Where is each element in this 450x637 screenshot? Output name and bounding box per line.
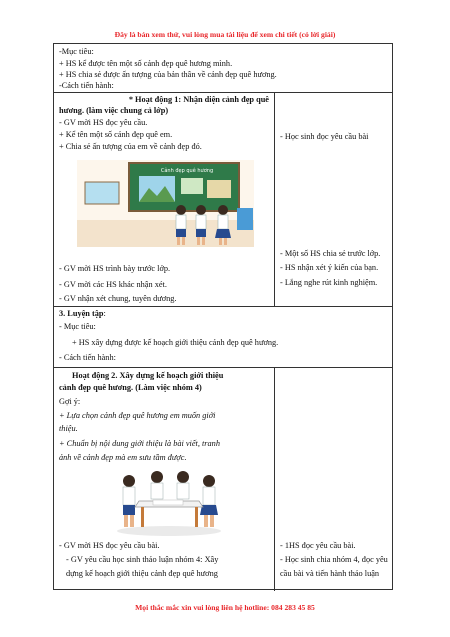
teacher-step-cont: dựng kế hoạch giới thiệu cảnh đẹp quê hương (66, 569, 218, 578)
student-step: - Học sinh đọc yêu cầu bài (280, 132, 369, 141)
student-step-cont: cầu bài và tiến hành thảo luận (280, 569, 380, 578)
student-step: - Học sinh chia nhóm 4, đọc yêu (280, 555, 388, 564)
column-divider (274, 92, 275, 306)
lesson-table (53, 43, 393, 590)
goal-line: + HS kể được tên một số cảnh đẹp quê hương mình. (59, 59, 233, 68)
student-step: - Lắng nghe rút kinh nghiệm. (280, 278, 378, 287)
section3-title: 3. Luyện tập: (59, 309, 106, 318)
activity1-title: * Hoạt động 1: Nhận diện cảnh đẹp quê (128, 95, 269, 104)
goi-y-label: Gợi ý: (59, 397, 81, 406)
row-divider (54, 92, 392, 93)
hint-line: thiệu. (59, 424, 78, 433)
student-step: - Một số HS chia sẻ trước lớp. (280, 249, 381, 258)
teacher-step: + Chia sẻ ấn tượng của em về cảnh đẹp đó. (59, 142, 202, 151)
hint-line: ảnh về cảnh đẹp mà em sưu tầm được. (59, 453, 187, 462)
bottom-banner: Mọi thắc mắc xin vui lòng liên hệ hotline: 084 283 45 85 (135, 603, 315, 612)
muc-tieu-label: -Mục tiêu: (59, 47, 94, 56)
classroom-scene (77, 160, 254, 247)
activity2-title: Hoạt động 2. Xây dựng kế hoạch giới thiệu (72, 371, 224, 380)
cach-tien-hanh-label: -Cách tiến hành: (59, 81, 114, 90)
goal-line: + HS chia sẻ được ấn tượng của bản thân về cảnh đẹp quê hương. (59, 70, 277, 79)
column-divider (274, 367, 275, 591)
teacher-step: - GV mời HS trình bày trước lớp. (59, 264, 171, 273)
teacher-step: - GV yêu cầu học sinh thảo luận nhóm 4: Xây (66, 555, 219, 564)
teacher-step: - GV mời HS đọc yêu cầu bài. (59, 541, 160, 550)
board-text: Cảnh đẹp quê hương (160, 168, 214, 174)
top-banner: Đây là bản xem thử, vui lòng mua tài liệu để xem chi tiết (có lời giải) (114, 30, 336, 39)
teacher-step: - GV nhận xét chung, tuyên dương. (59, 294, 177, 303)
activity1-title-cont: hương. (làm việc chung cả lớp) (59, 106, 169, 115)
hint-line: + Chuẩn bị nội dung giới thiệu là bài viết, tranh (59, 439, 220, 448)
student-figure (177, 471, 189, 499)
activity2-title-cont: cảnh đẹp quê hương. (Làm việc nhóm 4) (59, 383, 202, 392)
student-figure (151, 471, 163, 499)
student-step: - HS nhận xét ý kiến của bạn. (280, 263, 379, 272)
row-divider (54, 367, 392, 368)
row-divider (54, 306, 392, 307)
muc-tieu-label: - Mục tiêu: (59, 322, 96, 331)
classroom-illustration (77, 160, 254, 247)
hint-line: + Lựa chọn cảnh đẹp quê hương em muốn giới (59, 411, 216, 420)
teacher-step: - GV mời các HS khác nhận xét. (59, 280, 167, 289)
group-discussion-illustration (111, 467, 226, 537)
group-scene (111, 467, 226, 537)
student-step: - 1HS đọc yêu cầu bài. (280, 541, 356, 550)
teacher-step: - GV mời HS đọc yêu cầu. (59, 118, 148, 127)
goal-line: + HS xây dựng được kế hoạch giới thiệu cảnh đẹp quê hương. (72, 338, 279, 347)
teacher-step: + Kể tên một số cảnh đẹp quê em. (59, 130, 173, 139)
cach-tien-hanh-label: - Cách tiến hành: (59, 353, 116, 362)
